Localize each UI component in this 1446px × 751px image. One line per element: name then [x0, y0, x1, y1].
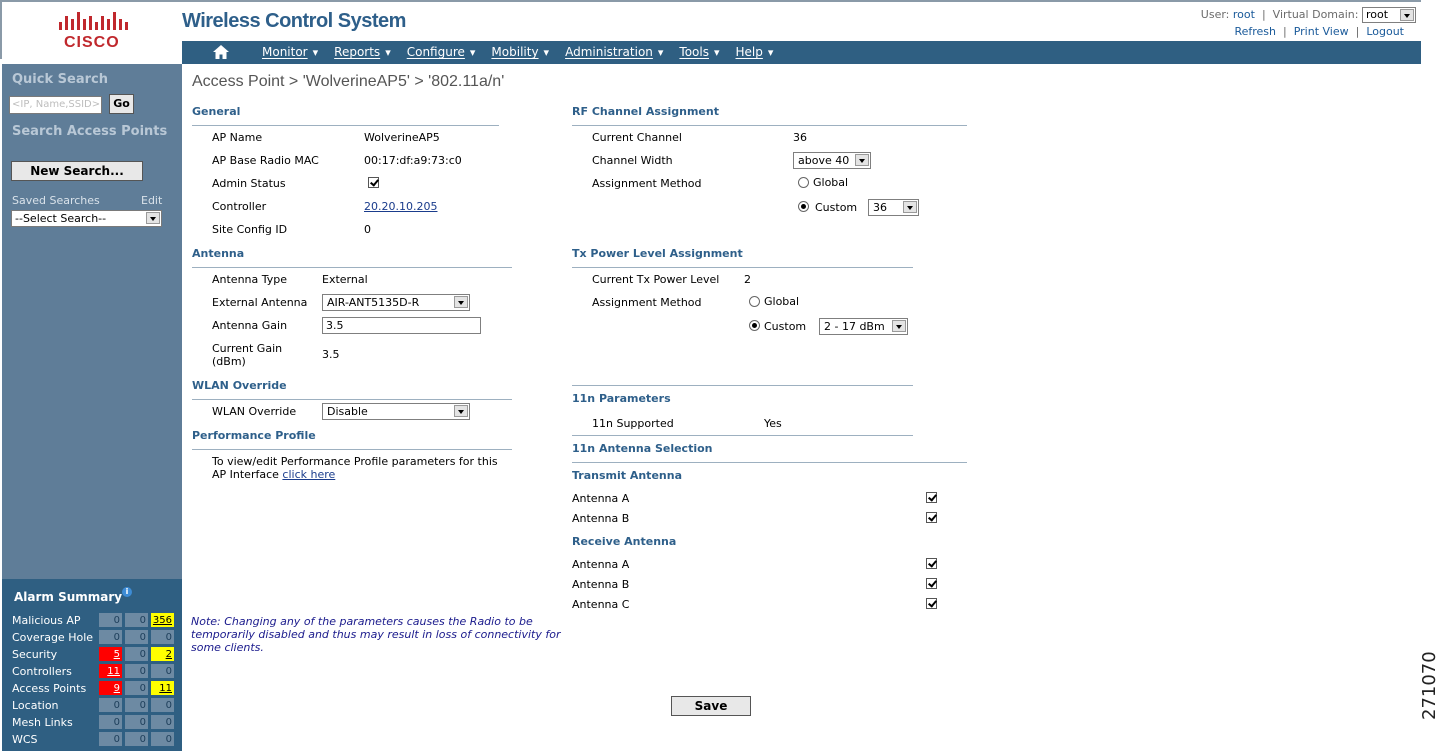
chevron-down-icon [903, 201, 917, 213]
alarm-minor-count: 0 [150, 629, 175, 645]
home-icon[interactable] [212, 44, 230, 60]
chevron-down-icon [146, 212, 160, 224]
nav-monitor[interactable]: Monitor ▾ [262, 45, 318, 59]
divider [192, 267, 512, 268]
tx-custom-power-select[interactable] [819, 318, 908, 335]
admin-status-checkbox[interactable] [368, 177, 379, 188]
wlan-override-value: Disable [327, 405, 368, 418]
cisco-logo [0, 2, 182, 59]
go-button[interactable]: Go [109, 94, 134, 114]
tx-custom-label: Custom [764, 320, 807, 333]
header-links: Refresh | Print View | Logout [1234, 25, 1404, 38]
wlan-override-heading: WLAN Override [192, 379, 287, 392]
rf-assignment-method-label: Assignment Method [592, 177, 702, 190]
channel-width-select[interactable] [793, 152, 871, 169]
quick-search-input[interactable]: <IP, Name,SSID> [9, 96, 102, 114]
antenna-type-label: Antenna Type [212, 273, 288, 286]
rf-custom-channel-select[interactable] [868, 199, 919, 216]
divider [572, 125, 967, 126]
admin-status-label: Admin Status [212, 177, 286, 190]
transmit-antenna-heading: Transmit Antenna [572, 469, 682, 482]
alarm-minor-count[interactable]: 356 [150, 612, 175, 628]
performance-profile-heading: Performance Profile [192, 429, 316, 442]
saved-search-select[interactable] [11, 210, 162, 227]
chevron-down-icon [454, 405, 468, 417]
rf-channel-heading: RF Channel Assignment [572, 105, 719, 118]
tx-antenna-a-label: Antenna A [572, 492, 630, 505]
figure-number: 271070 [1419, 651, 1440, 720]
antenna-heading: Antenna [192, 247, 245, 260]
rx-antenna-b-label: Antenna B [572, 578, 630, 591]
nav-mobility[interactable]: Mobility ▾ [491, 45, 549, 59]
tx-custom-power-value: 2 - 17 dBm [824, 320, 885, 333]
alarm-critical-count[interactable]: 11 [98, 663, 123, 679]
wlan-override-label: WLAN Override [212, 405, 297, 418]
wlan-override-select[interactable] [322, 403, 470, 420]
alarm-major-count: 0 [124, 646, 149, 662]
current-tx-power-value: 2 [744, 273, 751, 286]
alarm-row-label: Security [12, 648, 58, 661]
alarm-row-label: Coverage Hole [12, 631, 94, 644]
alarm-critical-count[interactable]: 5 [98, 646, 123, 662]
new-search-button[interactable]: New Search... [11, 161, 143, 181]
n11-antenna-selection-heading: 11n Antenna Selection [572, 442, 713, 455]
alarm-major-count: 0 [124, 714, 149, 730]
alarm-row-label: WCS [12, 733, 38, 746]
rx-antenna-c-label: Antenna C [572, 598, 630, 611]
top-border [0, 0, 1421, 2]
page-title: Access Point > 'WolverineAP5' > '802.11a/n' [192, 73, 505, 90]
divider [192, 125, 499, 126]
rx-antenna-a-label: Antenna A [572, 558, 630, 571]
alarm-critical-count: 0 [98, 731, 123, 747]
saved-search-value: --Select Search-- [15, 212, 107, 225]
user-name: root [1232, 8, 1255, 21]
alarm-row-controllers [2, 663, 182, 680]
nav-administration[interactable]: Administration ▾ [565, 45, 663, 59]
controller-link[interactable]: 20.20.10.205 [364, 200, 438, 213]
tx-antenna-b-label: Antenna B [572, 512, 630, 525]
external-antenna-label: External Antenna [212, 296, 308, 309]
edit-saved-searches-link[interactable]: Edit [141, 194, 163, 207]
alarm-major-count: 0 [124, 663, 149, 679]
tx-custom-radio[interactable] [749, 320, 760, 331]
chevron-down-icon [454, 296, 468, 308]
rx-antenna-b-checkbox[interactable] [926, 578, 937, 589]
domain-label: Virtual Domain: [1272, 8, 1359, 21]
divider [192, 399, 512, 400]
tx-antenna-b-checkbox[interactable] [926, 512, 937, 523]
tx-antenna-a-checkbox[interactable] [926, 492, 937, 503]
current-gain-label-line1: Current Gain [212, 342, 283, 355]
user-label: User: [1200, 8, 1230, 21]
divider [572, 462, 967, 463]
alarm-summary-title: Alarm Summary [14, 590, 123, 604]
alarm-minor-count: 0 [150, 697, 175, 713]
note-text: Note: Changing any of the parameters causes the Radio to be temporarily disabled and thus may result in loss of connectivity for some clients. [191, 615, 561, 654]
alarm-minor-count[interactable]: 2 [150, 646, 175, 662]
site-config-label: Site Config ID [212, 223, 288, 236]
quick-search-heading: Quick Search [12, 72, 108, 87]
alarm-minor-count[interactable]: 11 [150, 680, 175, 696]
virtual-domain-value: root [1366, 8, 1389, 21]
nav-configure[interactable]: Configure ▾ [407, 45, 476, 59]
antenna-type-value: External [322, 273, 368, 286]
app-title: Wireless Control System [182, 10, 406, 32]
external-antenna-value: AIR-ANT5135D-R [327, 296, 420, 309]
current-channel-label: Current Channel [592, 131, 682, 144]
n11-supported-value: Yes [764, 417, 782, 430]
chevron-down-icon [1400, 9, 1414, 21]
current-gain-label-line2: (dBm) [212, 355, 246, 368]
saved-searches-label: Saved Searches [12, 194, 100, 207]
tx-power-heading: Tx Power Level Assignment [572, 247, 743, 260]
channel-width-label: Channel Width [592, 154, 673, 167]
print-view-link[interactable]: Print View [1293, 25, 1349, 38]
current-tx-power-label: Current Tx Power Level [592, 273, 720, 286]
performance-profile-link[interactable]: click here [282, 468, 336, 481]
nav-menu [262, 45, 773, 59]
antenna-gain-input[interactable]: 3.5 [322, 317, 481, 334]
divider [572, 385, 913, 386]
current-gain-label [212, 342, 282, 368]
alarm-major-count: 0 [124, 629, 149, 645]
alarm-row-security [2, 646, 182, 663]
user-info: User: root | Virtual Domain: root [1201, 7, 1416, 23]
alarm-row-coverage-hole [2, 629, 182, 646]
alarm-row-label: Controllers [12, 665, 72, 678]
refresh-link[interactable]: Refresh [1234, 25, 1277, 38]
alarm-critical-count: 0 [98, 612, 123, 628]
ap-name-label: AP Name [212, 131, 263, 144]
n11-supported-label: 11n Supported [592, 417, 674, 430]
antenna-gain-label: Antenna Gain [212, 319, 288, 332]
site-config-value: 0 [364, 223, 371, 236]
logout-link[interactable]: Logout [1366, 25, 1404, 38]
alarm-row-location [2, 697, 182, 714]
alarm-major-count: 0 [124, 680, 149, 696]
current-gain-value: 3.5 [322, 348, 340, 361]
rf-global-label: Global [813, 176, 849, 189]
info-icon[interactable]: i [122, 587, 132, 597]
chevron-down-icon [855, 154, 869, 166]
alarm-row-label: Malicious AP [12, 614, 81, 627]
alarm-minor-count: 0 [150, 731, 175, 747]
alarm-row-label: Location [12, 699, 59, 712]
alarm-major-count: 0 [124, 731, 149, 747]
alarm-major-count: 0 [124, 697, 149, 713]
rf-global-radio[interactable] [798, 177, 809, 188]
performance-profile-text [212, 455, 502, 481]
rf-custom-label: Custom [815, 201, 858, 214]
rf-custom-radio[interactable] [798, 201, 809, 212]
save-button[interactable]: Save [671, 696, 751, 716]
external-antenna-select[interactable] [322, 294, 470, 311]
divider [572, 435, 913, 436]
ap-name-value: WolverineAP5 [364, 131, 440, 144]
divider [192, 449, 512, 450]
alarm-row-access-points [2, 680, 182, 697]
receive-antenna-heading: Receive Antenna [572, 535, 677, 548]
alarm-critical-count: 0 [98, 629, 123, 645]
mac-value: 00:17:df:a9:73:c0 [364, 154, 462, 167]
alarm-critical-count: 0 [98, 714, 123, 730]
alarm-minor-count: 0 [150, 663, 175, 679]
alarm-minor-count: 0 [150, 714, 175, 730]
tx-global-radio[interactable] [749, 296, 760, 307]
virtual-domain-select[interactable] [1362, 7, 1416, 23]
mac-label: AP Base Radio MAC [212, 154, 319, 167]
search-access-points-heading: Search Access Points [12, 124, 168, 139]
performance-profile-description: To view/edit Performance Profile parameters for this AP Interface [212, 455, 498, 481]
nav-reports[interactable]: Reports ▾ [334, 45, 391, 59]
general-heading: General [192, 105, 241, 118]
rf-custom-channel-value: 36 [873, 201, 887, 214]
cisco-wordmark: CISCO [64, 34, 120, 51]
alarm-row-mesh-links [2, 714, 182, 731]
nav-tools[interactable]: Tools ▾ [679, 45, 719, 59]
tx-global-label: Global [764, 295, 800, 308]
alarm-major-count: 0 [124, 612, 149, 628]
current-channel-value: 36 [793, 131, 807, 144]
rx-antenna-c-checkbox[interactable] [926, 598, 937, 609]
controller-label: Controller [212, 200, 267, 213]
sidebar [2, 64, 182, 579]
chevron-down-icon [892, 320, 906, 332]
tx-assignment-method-label: Assignment Method [592, 296, 702, 309]
alarm-critical-count: 0 [98, 697, 123, 713]
alarm-row-label: Access Points [12, 682, 87, 695]
alarm-critical-count[interactable]: 9 [98, 680, 123, 696]
nav-help[interactable]: Help ▾ [736, 45, 774, 59]
rx-antenna-a-checkbox[interactable] [926, 558, 937, 569]
divider [572, 267, 913, 268]
alarm-row-label: Mesh Links [12, 716, 73, 729]
main-nav [182, 41, 1421, 64]
alarm-row-wcs [2, 731, 182, 748]
alarm-row-malicious-ap [2, 612, 182, 629]
n11-parameters-heading: 11n Parameters [572, 392, 671, 405]
channel-width-value: above 40 [798, 154, 850, 167]
